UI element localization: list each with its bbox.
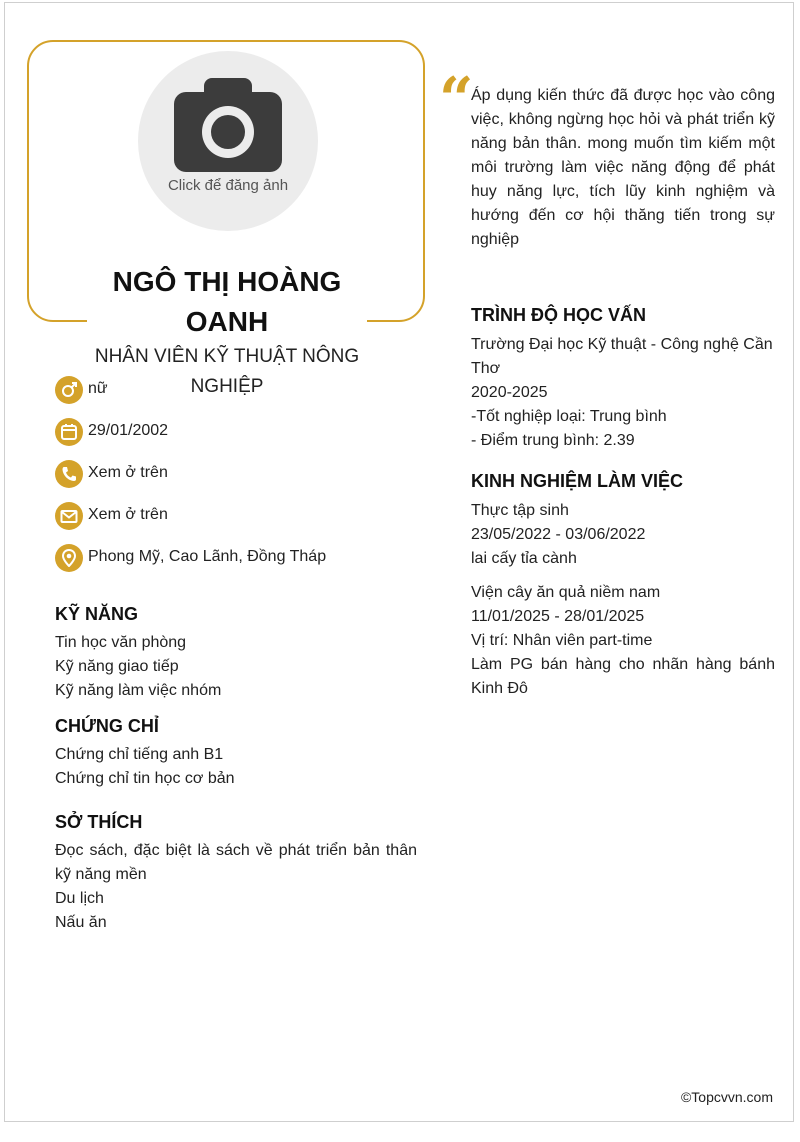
copyright-footer: ©Topcvvn.com <box>680 1089 773 1105</box>
list-item: Du lịch <box>55 890 104 907</box>
education-period: 2020-2025 <box>471 384 548 401</box>
list-item: Kỹ năng giao tiếp <box>55 658 179 675</box>
contact-email <box>55 502 385 532</box>
photo-caption: Click để đăng ảnh <box>167 177 289 194</box>
education-details <box>471 333 775 453</box>
hobbies-title: SỞ THÍCH <box>55 812 143 832</box>
list-item: Chứng chỉ tin học cơ bản <box>55 770 235 787</box>
contact-address <box>55 544 385 574</box>
list-item: Nấu ăn <box>55 914 107 931</box>
phone-icon <box>60 465 78 483</box>
career-objective: Áp dụng kiến thức đã được học vào công việc, không ngừng học hỏi và phát triển kỹ năng bản thân. mong muốn tìm kiếm một môi trường làm việc năng động để phát huy năng lực, tích lũy kinh nghiệm và hướng đến cơ hội thăng tiến trong sự nghiệp <box>471 87 775 248</box>
education-gpa: - Điểm trung bình: 2.39 <box>471 432 635 449</box>
experience-job-2 <box>471 581 775 701</box>
camera-icon <box>174 78 282 172</box>
contact-gender <box>55 376 385 406</box>
contact-birthday <box>55 418 385 448</box>
job-role: Vị trí: Nhân viên part-time <box>471 632 653 649</box>
list-item: Kỹ năng làm việc nhóm <box>55 682 222 699</box>
job-title: NHÂN VIÊN KỸ THUẬT NÔNG NGHIỆP <box>94 346 360 397</box>
full-name: NGÔ THỊ HOÀNG OANH <box>112 266 342 337</box>
hobbies-list <box>55 839 417 935</box>
quote-icon: “ <box>439 65 474 135</box>
education-rank: -Tốt nghiệp loại: Trung bình <box>471 408 667 425</box>
location-pin-icon <box>60 549 78 567</box>
address-text: Phong Mỹ, Cao Lãnh, Đồng Tháp <box>88 548 327 565</box>
phone-text: Xem ở trên <box>88 464 168 481</box>
certificates-title: CHỨNG CHỈ <box>55 716 159 736</box>
calendar-icon <box>60 423 78 441</box>
gender-text: nữ <box>88 380 108 397</box>
skills-list <box>55 631 417 703</box>
job-description: Làm PG bán hàng cho nhãn hàng bánh Kinh Đô <box>471 656 775 697</box>
experience-job-1 <box>471 499 775 571</box>
list-item: Đọc sách, đặc biệt là sách về phát triển bản thân kỹ năng mền <box>55 842 417 883</box>
job-description: lai cấy tỉa cành <box>471 550 577 567</box>
skills-title: KỸ NĂNG <box>55 604 139 624</box>
contact-phone <box>55 460 385 490</box>
job-company: Thực tập sinh <box>471 502 569 519</box>
job-period: 11/01/2025 - 28/01/2025 <box>471 608 645 625</box>
birthday-text: 29/01/2002 <box>88 422 169 439</box>
email-icon <box>60 507 78 525</box>
job-company: Viện cây ăn quả niềm nam <box>471 584 661 601</box>
education-title: TRÌNH ĐỘ HỌC VẤN <box>471 305 646 325</box>
certificates-list <box>55 743 417 791</box>
list-item: Tin học văn phòng <box>55 634 187 651</box>
email-text: Xem ở trên <box>88 506 168 523</box>
list-item: Chứng chỉ tiếng anh B1 <box>55 746 224 763</box>
photo-upload[interactable] <box>138 51 318 231</box>
school-name: Trường Đại học Kỹ thuật - Công nghệ Cần Thơ <box>471 336 773 377</box>
job-period: 23/05/2022 - 03/06/2022 <box>471 526 646 543</box>
gender-icon <box>60 381 78 399</box>
experience-title: KINH NGHIỆM LÀM VIỆC <box>471 471 684 491</box>
